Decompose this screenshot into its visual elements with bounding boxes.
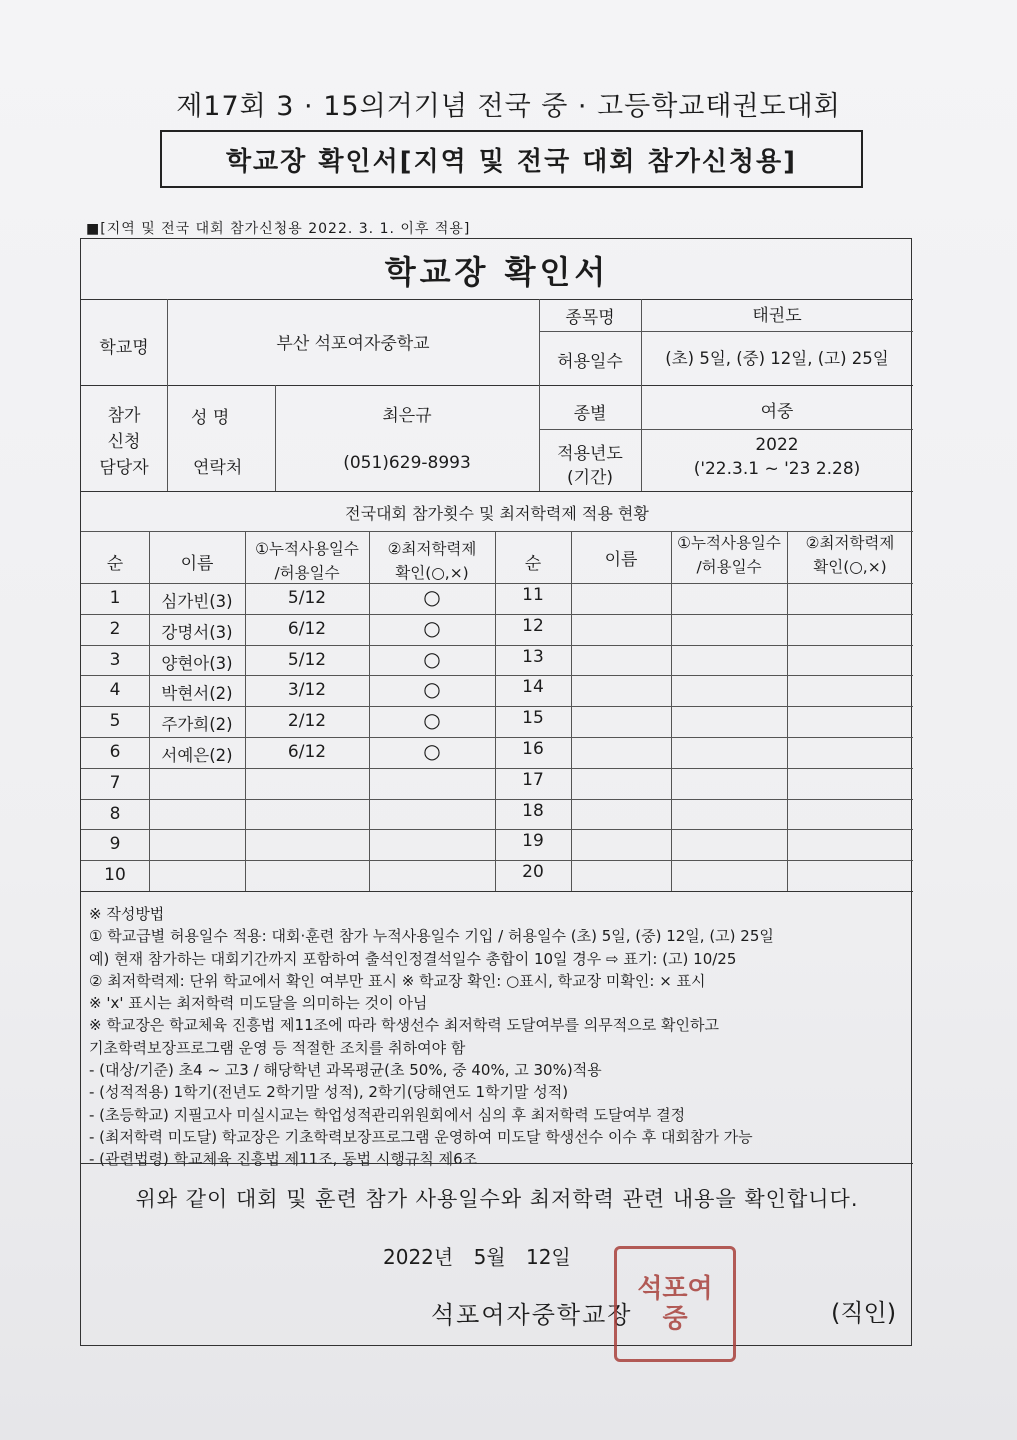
applicant-label (81, 403, 167, 481)
divider (495, 531, 496, 891)
row-divider (81, 860, 913, 861)
row-number-right: 17 (522, 769, 544, 790)
note-line: ② 최저학력제: 단위 학교에서 확인 여부만 표시 ※ 학교장 확인: ○표시, 학교장 미확인: × 표시 (89, 971, 706, 990)
principal-confirmation-form (80, 238, 912, 1346)
cumulative-days: 2/12 (287, 711, 327, 732)
contact-label: 연락처 (193, 458, 243, 478)
row-number-right: 11 (522, 585, 544, 605)
school-value: 부산 석포여자중학교 (276, 334, 430, 354)
divider (81, 583, 913, 584)
applicant-label-line: 담당자 (99, 458, 149, 478)
name-label: 성 명 (191, 408, 230, 428)
student-name: 심가빈(3) (161, 592, 233, 611)
student-name: 주가희(2) (161, 715, 233, 735)
student-name: 박현서(2) (161, 684, 233, 704)
row-number-right: 12 (522, 615, 544, 636)
allowed-days-value: (초) 5일, (중) 12일, (고) 25일 (665, 349, 889, 368)
row-number-right: 18 (522, 800, 544, 821)
row-number: 9 (109, 834, 121, 855)
row-divider (81, 829, 913, 830)
divider (571, 531, 572, 891)
confirmation-statement: 위와 같이 대회 및 훈련 참가 사용일수와 최저학력 관련 내용을 확인합니다. (135, 1187, 859, 1211)
divider (149, 531, 150, 891)
col-days-header: ①누적사용일수 (255, 540, 359, 558)
document-title: 학교장 확인서[지역 및 전국 대회 참가신청용] (225, 146, 798, 177)
event-title: 제17회 3 · 15의거기념 전국 중 · 고등학교태권도대회 (176, 91, 841, 122)
note-line: 예) 현재 참가하는 대회기간까지 포함하여 출석인정결석일수 총합이 10일 경우 ⇨ 표기: (고) 10/25 (89, 949, 737, 968)
divider (369, 531, 370, 891)
divider (671, 531, 672, 891)
cumulative-days: 6/12 (287, 618, 327, 639)
divider (81, 385, 913, 386)
form-title: 학교장 확인서 (384, 253, 610, 291)
cumulative-days: 5/12 (287, 649, 327, 670)
row-number-right: 20 (522, 862, 544, 883)
event-value: 태권도 (752, 306, 802, 326)
allowed-days-label: 허용일수 (557, 352, 623, 372)
seal-text: 석포여중 (637, 1274, 713, 1334)
event-label: 종목명 (565, 308, 615, 328)
divider (539, 331, 913, 332)
row-number: 10 (104, 865, 126, 886)
official-seal-label: (직인) (831, 1299, 897, 1327)
note-line: ① 학교급별 허용일수 적용: 대회·훈련 참가 누적사용일수 기입 / 허용일수 (초) 5일, (중) 12일, (고) 25일 (89, 927, 774, 946)
applicant-label-line: 참가 (107, 406, 141, 426)
row-number-right: 19 (522, 831, 544, 852)
note-line: 기초학력보장프로그램 운영 등 적절한 조치를 취하여야 함 (89, 1038, 466, 1057)
official-seal-stamp (614, 1246, 736, 1362)
col-name-header-right: 이름 (604, 550, 638, 570)
row-divider (81, 737, 913, 738)
divider (81, 491, 913, 492)
col-check-header: ②최저학력제 (387, 540, 477, 558)
divider (167, 299, 168, 491)
year-period: ('22.3.1 ~ '23 2.28) (693, 459, 861, 479)
applicant-label-line: 신청 (107, 432, 141, 452)
row-number: 2 (109, 618, 121, 639)
note-line: ※ 'x' 표시는 최저학력 미도달을 의미하는 것이 아님 (89, 994, 428, 1013)
year-label: 적용년도 (557, 444, 623, 464)
year-value: 2022 (755, 435, 799, 455)
principal-signature: 석포여자중학교장 (431, 1301, 633, 1329)
col-no-header-right: 순 (524, 554, 542, 574)
row-number-right: 13 (522, 646, 544, 667)
minimum-academic-check: ○ (423, 708, 441, 733)
year-sub-label: (기간) (566, 468, 614, 488)
row-number: 8 (109, 803, 121, 824)
note-line: ※ 작성방법 (89, 905, 165, 923)
cumulative-days: 3/12 (287, 680, 327, 701)
row-divider (81, 675, 913, 676)
row-divider (81, 706, 913, 707)
row-number: 3 (109, 649, 121, 670)
cumulative-days: 5/12 (287, 588, 327, 608)
row-divider (81, 768, 913, 769)
col-check-header-right-sub: 확인(○,×) (813, 558, 887, 576)
row-divider (81, 799, 913, 800)
document-title-box (160, 130, 863, 188)
writing-instructions (89, 903, 911, 1171)
note-line: - (최저학력 미도달) 학교장은 기초학력보장프로그램 운영하여 미도달 학생선수 이수 후 대회참가 가능 (89, 1127, 753, 1146)
row-number: 1 (109, 588, 121, 608)
divider (787, 531, 788, 891)
row-number-right: 14 (522, 677, 544, 698)
col-days-header-right: ①누적사용일수 (677, 534, 781, 552)
divider (245, 531, 246, 891)
signature-date: 2022년 5월 12일 (383, 1245, 571, 1269)
col-days-header-sub: /허용일수 (274, 564, 340, 582)
note-line: ※ 학교장은 학교체육 진흥법 제11조에 따라 학생선수 최저학력 도달여부를 의무적으로 확인하고 (89, 1016, 719, 1035)
note-line: - (성적적용) 1학기(전년도 2학기말 성적), 2학기(당해연도 1학기말 성적) (89, 1083, 569, 1102)
row-divider (81, 645, 913, 646)
category-label: 종별 (573, 404, 607, 424)
cumulative-days: 6/12 (287, 742, 327, 762)
col-name-header: 이름 (180, 554, 214, 574)
divider (81, 1163, 913, 1164)
note-line: - (관련법령) 학교체육 진흥법 제11조, 동법 시행규칙 제6조 (89, 1150, 478, 1169)
divider (81, 891, 913, 892)
minimum-academic-check: ○ (423, 677, 441, 702)
application-note: ■[지역 및 전국 대회 참가신청용 2022. 3. 1. 이후 적용] (86, 221, 471, 237)
col-check-header-sub: 확인(○,×) (395, 564, 469, 582)
status-title: 전국대회 참가횟수 및 최저학력제 적용 현황 (345, 504, 649, 523)
category-value: 여중 (760, 402, 794, 422)
row-number: 7 (109, 772, 121, 793)
row-number-right: 15 (522, 708, 544, 729)
row-number: 6 (109, 742, 121, 762)
minimum-academic-check: ○ (423, 739, 441, 763)
school-label: 학교명 (99, 338, 149, 358)
contact-value: (051)629-8993 (343, 453, 471, 473)
student-name: 강명서(3) (161, 622, 233, 642)
note-line: - (초등학교) 지필고사 미실시교는 학업성적관리위원회에서 심의 후 최저학력 도달여부 결정 (89, 1105, 686, 1124)
minimum-academic-check: ○ (423, 615, 441, 640)
row-divider (81, 614, 913, 615)
col-no-header: 순 (106, 554, 124, 574)
name-value: 최은규 (382, 406, 432, 426)
note-line: - (대상/기준) 초4 ~ 고3 / 해당학년 과목평균(초 50%, 중 40%, 고 30%)적용 (89, 1061, 602, 1080)
col-days-header-right-sub: /허용일수 (696, 558, 762, 576)
col-check-header-right: ②최저학력제 (805, 534, 895, 552)
student-name: 서예은(2) (161, 746, 233, 765)
student-name: 양현아(3) (161, 653, 233, 673)
divider (539, 429, 913, 430)
divider (81, 299, 913, 300)
minimum-academic-check: ○ (423, 646, 441, 671)
row-number: 5 (109, 711, 121, 732)
row-number-right: 16 (522, 739, 544, 759)
row-number: 4 (109, 680, 121, 701)
minimum-academic-check: ○ (423, 585, 441, 609)
